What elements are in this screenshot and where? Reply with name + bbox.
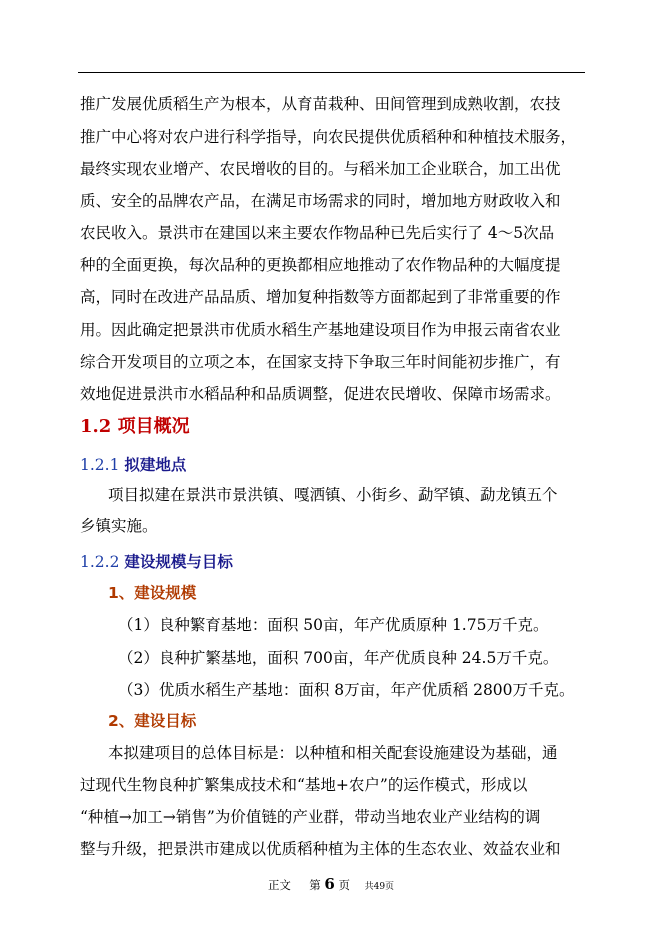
page-footer [0, 875, 662, 893]
page-total: 共49页 [364, 882, 395, 892]
page-number: 6 [324, 875, 335, 893]
goal-line: “种植→加工→销售”为价值链的产业群，带动当地农业产业结构的调 [80, 808, 541, 826]
header-rule [78, 72, 585, 73]
paragraph-line: 高，同时在改进产品品质、增加复种指数等方面都起到了非常重要的作 [80, 288, 561, 306]
paragraph-line: 质、安全的品牌农产品，在满足市场需求的同时，增加地方财政收入和 [80, 192, 561, 210]
subsection-number: 1.2.1 [80, 456, 120, 474]
subsection-heading-location [80, 455, 186, 475]
scale-heading: 1、建设规模 [108, 584, 197, 602]
footer-page-prefix: 第 [309, 878, 321, 892]
goal-line: 整与升级，把景洪市建成以优质稻种植为主体的生态农业、效益农业和 [80, 840, 561, 858]
subsection-title: 拟建地点 [124, 456, 187, 474]
section-heading: 1.2 项目概况 [80, 416, 190, 437]
location-line: 项目拟建在景洪市景洪镇、嘎洒镇、小街乡、勐罕镇、勐龙镇五个 [108, 486, 558, 504]
goal-line: 本拟建项目的总体目标是：以种植和相关配套设施建设为基础，通 [108, 744, 558, 762]
paragraph-line: 推广中心将对农户进行科学指导，向农民提供优质稻种和种植技术服务， [80, 128, 577, 146]
paragraph-line: 效地促进景洪市水稻品种和品质调整，促进农民增收、保障市场需求。 [80, 385, 561, 403]
paragraph-line: 最终实现农业增产、农民增收的目的。与稻米加工企业联合，加工出优 [80, 160, 561, 178]
paragraph-line: 用。因此确定把景洪市优质水稻生产基地建设项目作为申报云南省农业 [80, 321, 561, 339]
goal-line: 过现代生物良种扩繁集成技术和“基地+农户”的运作模式，形成以 [80, 776, 528, 794]
footer-label: 正文 [267, 878, 291, 892]
paragraph-line: 农民收入。景洪市在建国以来主要农作物品种已先后实行了 4～5次品 [80, 224, 555, 242]
paragraph-line: 种的全面更换，每次品种的更换都相应地推动了农作物品种的大幅度提 [80, 256, 561, 274]
subsection-title: 建设规模与目标 [124, 553, 233, 571]
subsection-number: 1.2.2 [80, 553, 120, 571]
subsection-heading-scale-goals [80, 552, 233, 572]
goal-heading: 2、建设目标 [108, 712, 197, 730]
footer-page-suffix: 页 [338, 878, 350, 892]
scale-item: （2）良种扩繁基地，面积 700亩，年产优质良种 24.5万千克。 [118, 649, 559, 667]
scale-item: （3）优质水稻生产基地：面积 8万亩，年产优质稻 2800万千克。 [118, 681, 575, 699]
paragraph-line: 综合开发项目的立项之本，在国家支持下争取三年时间能初步推广，有 [80, 353, 561, 371]
scale-item: （1）良种繁育基地：面积 50亩，年产优质原种 1.75万千克。 [118, 616, 549, 634]
location-line: 乡镇实施。 [80, 517, 158, 535]
paragraph-line: 推广发展优质稻生产为根本，从育苗栽种、田间管理到成熟收割，农技 [80, 95, 561, 113]
